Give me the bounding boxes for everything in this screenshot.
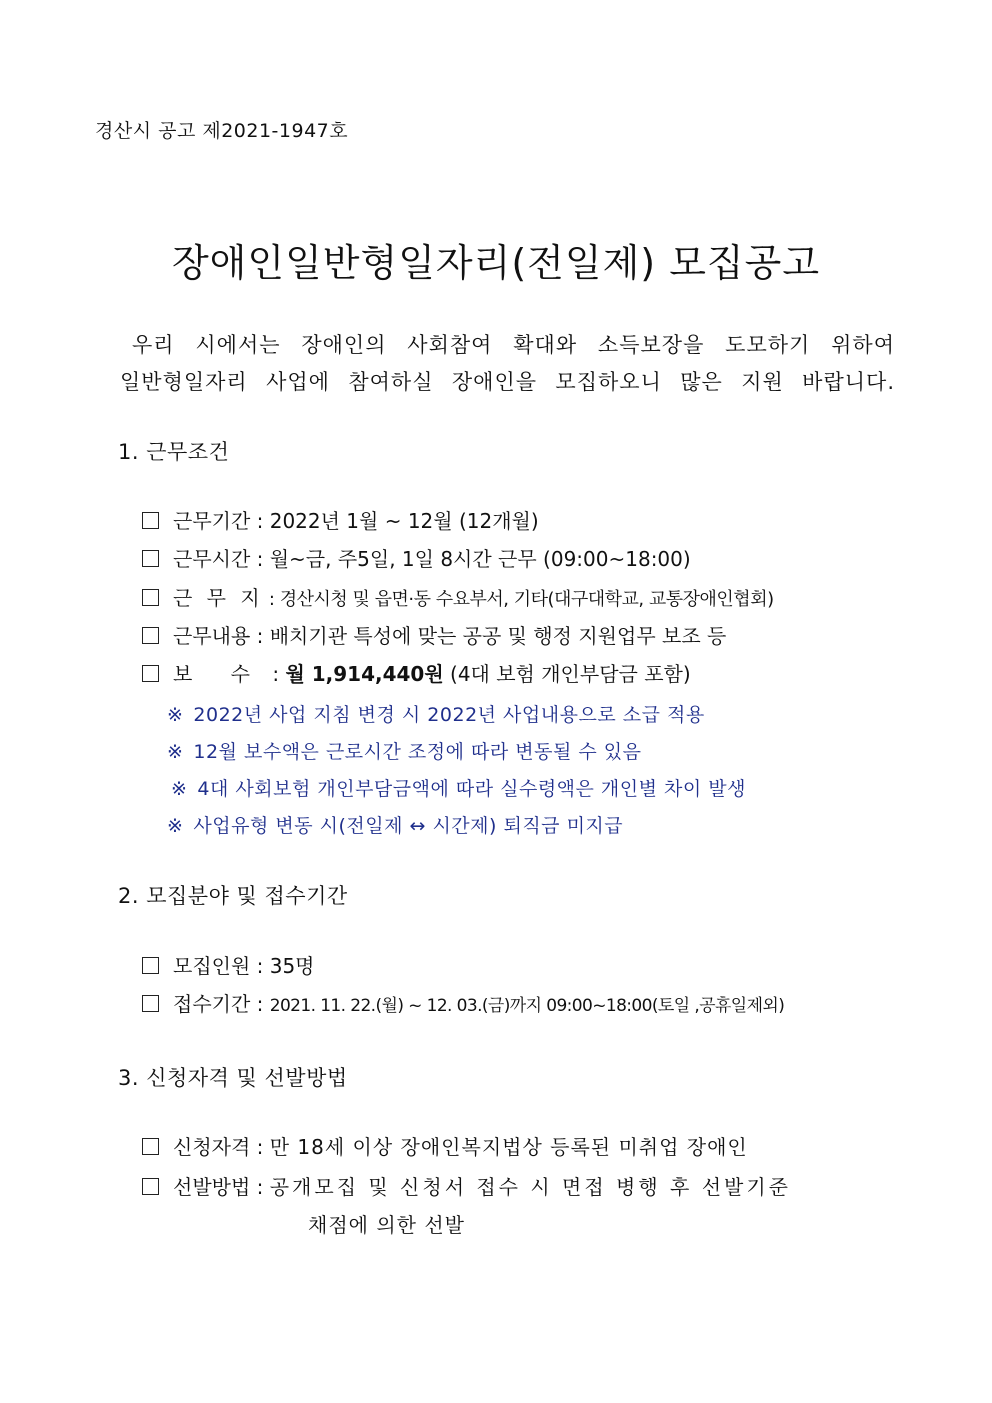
section-1-item-pay: 보 수 : 월 1,914,440원 (4대 보험 개인부담금 포함) <box>142 658 691 687</box>
section-2-item-headcount: 모집인원 : 35명 <box>142 950 315 979</box>
item-value: 2021. 11. 22.(월) ~ 12. 03.(금)까지 09:00~18:00(토일 ,공휴일제외) <box>269 996 785 1016</box>
section-1-item-location: 근 무 지 : 경산시청 및 읍면·동 수요부서, 기타(대구대학교, 교통장애인협회) <box>142 582 774 611</box>
item-label: 근무기간 <box>173 509 251 533</box>
intro-line-1: 우리 시에서는 장애인의 사회참여 확대와 소득보장을 도모하기 위하여 <box>132 333 895 357</box>
section-1-item-period: 근무기간 : 2022년 1월 ~ 12월 (12개월) <box>142 505 539 534</box>
section-3-item-eligibility: 신청자격 : 만 18세 이상 장애인복지법상 등록된 미취업 장애인 <box>142 1131 748 1160</box>
reference-mark-icon: ※ <box>171 778 188 800</box>
item-value: 35명 <box>269 954 315 978</box>
item-label: 근무시간 <box>173 547 251 571</box>
note-text: 2022년 사업 지침 변경 시 2022년 사업내용으로 소급 적용 <box>193 704 705 726</box>
item-label: 접수기간 <box>173 992 251 1016</box>
item-value: 배치기관 특성에 맞는 공공 및 행정 지원업무 보조 등 <box>269 624 727 648</box>
pay-note: (4대 보험 개인부담금 포함) <box>443 662 691 686</box>
item-label: 근무내용 <box>173 624 251 648</box>
item-label: 보 수 <box>173 662 266 686</box>
checkbox-icon <box>142 627 159 644</box>
section-2-heading: 2. 모집분야 및 접수기간 <box>118 884 348 908</box>
item-value: 월~금, 주5일, 1일 8시간 근무 (09:00~18:00) <box>269 547 691 571</box>
checkbox-icon <box>142 1138 159 1155</box>
checkbox-icon <box>142 957 159 974</box>
notice-number: 경산시 공고 제2021-1947호 <box>95 120 349 142</box>
item-label: 근 무 지 <box>173 586 264 610</box>
section-3-heading: 3. 신청자격 및 선발방법 <box>118 1066 348 1090</box>
note-3 <box>171 774 746 801</box>
checkbox-icon <box>142 550 159 567</box>
section-3-item-selection: 선발방법 : 공개모집 및 신청서 접수 시 면접 병행 후 선발기준 <box>142 1171 791 1200</box>
note-text: 사업유형 변동 시(전일제 ↔ 시간제) 퇴직금 미지급 <box>193 815 624 837</box>
item-value: 경산시청 및 읍면·동 수요부서, 기타(대구대학교, 교통장애인협회) <box>279 589 774 610</box>
reference-mark-icon: ※ <box>167 741 184 763</box>
item-label: 모집인원 <box>173 954 251 978</box>
checkbox-icon <box>142 512 159 529</box>
item-value: 공개모집 및 신청서 접수 시 면접 병행 후 선발기준 <box>269 1175 791 1199</box>
section-3-selection-continuation: 채점에 의한 선발 <box>308 1213 465 1237</box>
intro-line-2: 일반형일자리 사업에 참여하실 장애인을 모집하오니 많은 지원 바랍니다. <box>120 370 895 394</box>
checkbox-icon <box>142 665 159 682</box>
note-1 <box>167 700 705 727</box>
note-4 <box>167 811 623 838</box>
checkbox-icon <box>142 589 159 606</box>
reference-mark-icon: ※ <box>167 704 184 726</box>
item-label: 신청자격 <box>173 1135 251 1159</box>
checkbox-icon <box>142 1178 159 1195</box>
note-2 <box>167 737 641 764</box>
note-text: 4대 사회보험 개인부담금액에 따라 실수령액은 개인별 차이 발생 <box>197 778 746 800</box>
section-1-heading: 1. 근무조건 <box>118 440 230 464</box>
item-value: 만 18세 이상 장애인복지법상 등록된 미취업 장애인 <box>269 1135 748 1159</box>
section-1-item-hours: 근무시간 : 월~금, 주5일, 1일 8시간 근무 (09:00~18:00) <box>142 543 691 572</box>
pay-amount: 월 1,914,440원 <box>285 662 444 686</box>
reference-mark-icon: ※ <box>167 815 184 837</box>
item-value: 2022년 1월 ~ 12월 (12개월) <box>269 509 539 533</box>
item-label: 선발방법 <box>173 1175 251 1199</box>
checkbox-icon <box>142 995 159 1012</box>
page-title: 장애인일반형일자리(전일제) 모집공고 <box>171 241 821 285</box>
section-1-item-duties: 근무내용 : 배치기관 특성에 맞는 공공 및 행정 지원업무 보조 등 <box>142 620 726 649</box>
note-text: 12월 보수액은 근로시간 조정에 따라 변동될 수 있음 <box>193 741 642 763</box>
section-2-item-application-period: 접수기간 : 2021. 11. 22.(월) ~ 12. 03.(금)까지 09:00~18:00(토일 ,공휴일제외) <box>142 988 784 1017</box>
